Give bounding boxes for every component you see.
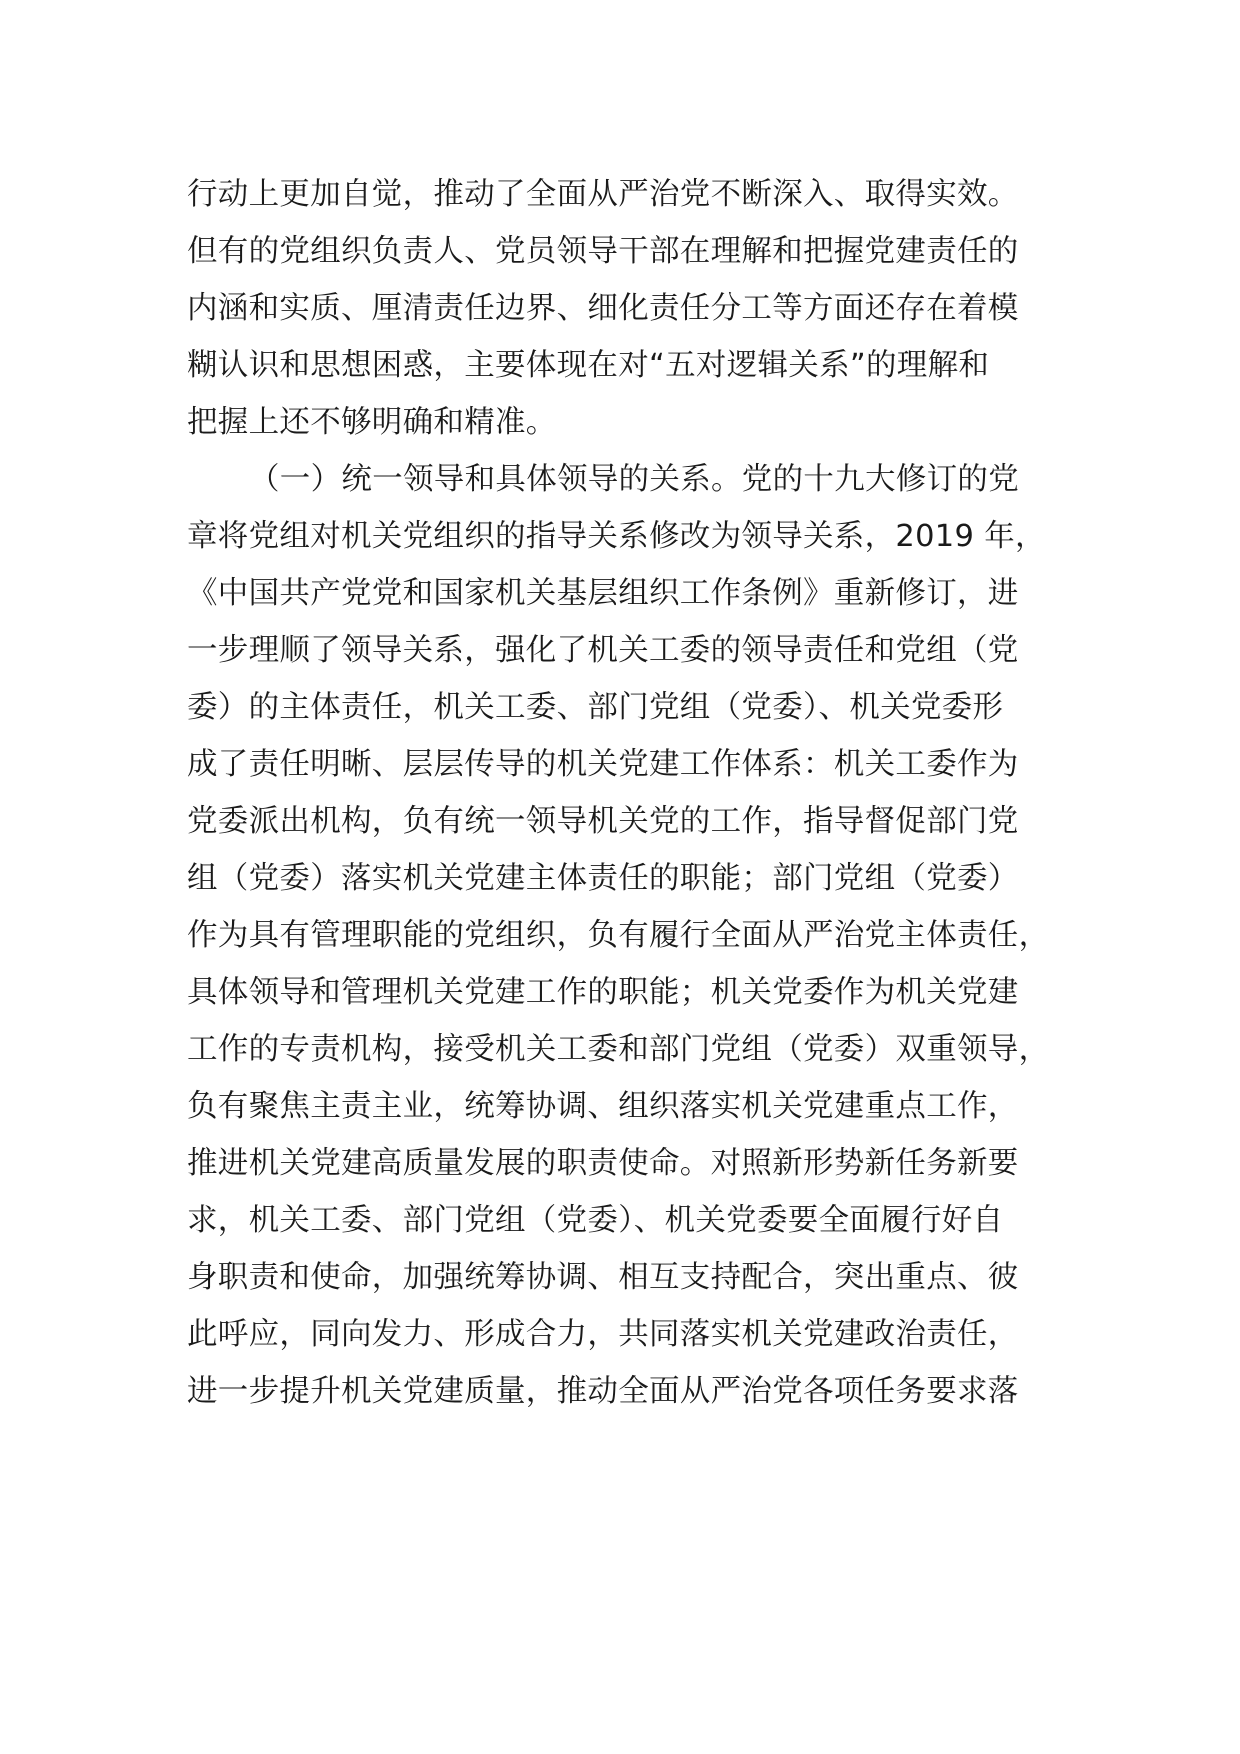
text-line: 身职责和使命，加强统筹协调、相互支持配合，突出重点、彼 (187, 1260, 1019, 1295)
text-line: 具体领导和管理机关党建工作的职能；机关党委作为机关党建 (187, 975, 1019, 1010)
text-line: 求，机关工委、部门党组（党委）、机关党委要全面履行好自 (187, 1203, 1004, 1238)
text-line: 此呼应，同向发力、形成合力，共同落实机关党建政治责任， (187, 1317, 1019, 1352)
section-heading-line: （一）统一领导和具体领导的关系。党的十九大修订的党 (249, 462, 1019, 497)
text-line: 行动上更加自觉，推动了全面从严治党不断深入、取得实效。 (187, 177, 1019, 212)
text-line: 推进机关党建高质量发展的职责使命。对照新形势新任务新要 (187, 1146, 1019, 1181)
text-line: 负有聚焦主责主业，统筹协调、组织落实机关党建重点工作， (187, 1089, 1019, 1124)
text-line: 章将党组对机关党组织的指导关系修改为领导关系，2019 年， (187, 519, 1046, 554)
text-line: 委）的主体责任，机关工委、部门党组（党委）、机关党委形 (187, 690, 1004, 725)
text-line: 成了责任明晰、层层传导的机关党建工作体系：机关工委作为 (187, 747, 1019, 782)
text-line: 进一步提升机关党建质量，推动全面从严治党各项任务要求落 (187, 1374, 1019, 1409)
text-line: 但有的党组织负责人、党员领导干部在理解和把握党建责任的 (187, 234, 1019, 269)
text-line: 党委派出机构，负有统一领导机关党的工作，指导督促部门党 (187, 804, 1019, 839)
text-line: 内涵和实质、厘清责任边界、细化责任分工等方面还存在着模 (187, 291, 1019, 326)
text-line: 《中国共产党党和国家机关基层组织工作条例》重新修订，进 (187, 576, 1019, 611)
text-line: 工作的专责机构，接受机关工委和部门党组（党委）双重领导， (187, 1032, 1050, 1067)
text-line: 一步理顺了领导关系，强化了机关工委的领导责任和党组（党 (187, 633, 1019, 668)
text-line: 作为具有管理职能的党组织，负有履行全面从严治党主体责任， (187, 918, 1050, 953)
text-line: 组（党委）落实机关党建主体责任的职能；部门党组（党委） (187, 861, 1019, 896)
text-line: 糊认识和思想困惑，主要体现在对“五对逻辑关系”的理解和 (187, 348, 990, 383)
text-line: 把握上还不够明确和精准。 (187, 405, 557, 440)
